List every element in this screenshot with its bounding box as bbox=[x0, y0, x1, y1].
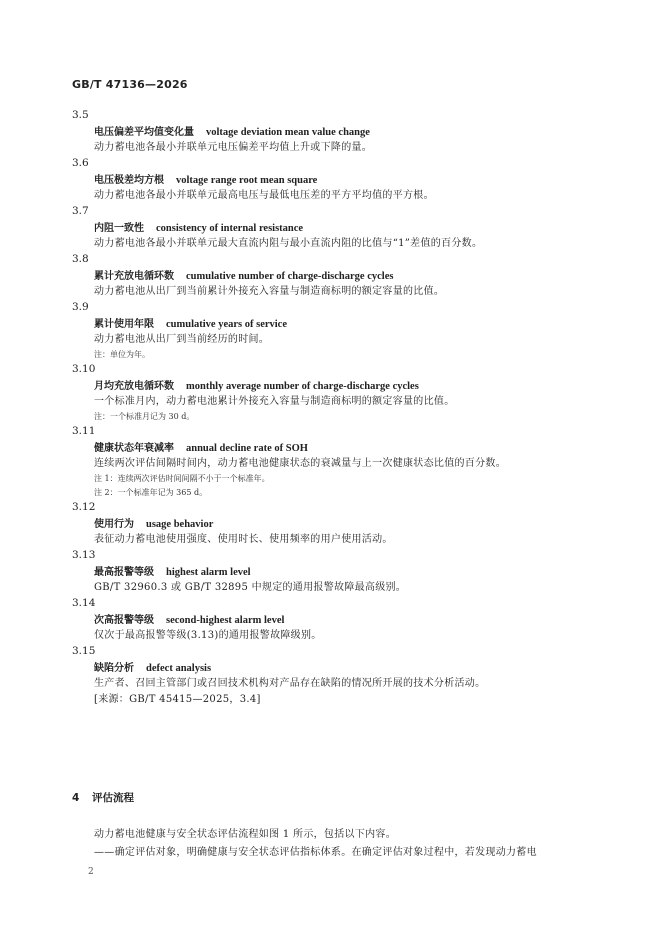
term-english: cumulative years of service bbox=[166, 319, 288, 330]
entry-number: 3.15 bbox=[72, 645, 96, 657]
entry-number: 3.7 bbox=[72, 205, 89, 217]
term-english: defect analysis bbox=[146, 663, 212, 674]
entry-number: 3.10 bbox=[72, 363, 96, 375]
term-english: voltage range root mean square bbox=[176, 175, 318, 186]
term-english: monthly average number of charge-discharge cycles bbox=[186, 381, 419, 392]
standard-code-header: GB/T 47136—2026 bbox=[72, 78, 188, 91]
section-paragraph-1: 动力蓄电池健康与安全状态评估流程如图 1 所示，包括以下内容。 bbox=[94, 829, 397, 840]
entry-number: 3.11 bbox=[72, 425, 96, 437]
term-heading bbox=[94, 317, 592, 332]
term-chinese: 最高报警等级 bbox=[94, 567, 154, 578]
section-heading bbox=[72, 790, 134, 805]
term-chinese: 健康状态年衰减率 bbox=[94, 443, 174, 454]
term-heading bbox=[94, 221, 592, 236]
entry-number: 3.6 bbox=[72, 157, 89, 169]
term-chinese: 内阻一致性 bbox=[94, 223, 144, 234]
term-chinese: 月均充放电循环数 bbox=[94, 381, 174, 392]
section-number: 4 bbox=[72, 792, 80, 804]
term-heading bbox=[94, 565, 592, 580]
term-english: usage behavior bbox=[146, 519, 214, 530]
section-paragraph-2: ——确定评估对象，明确健康与安全状态评估指标体系。在确定评估对象过程中，若发现动力蓄电 bbox=[94, 847, 537, 858]
term-definition: 表征动力蓄电池使用强度、使用时长、使用频率的用户使用活动。 bbox=[94, 534, 393, 545]
term-entry-3-14 bbox=[72, 596, 592, 644]
term-definition: 生产者、召回主管部门或召回技术机构对产品存在缺陷的情况所开展的技术分析活动。 bbox=[94, 678, 486, 689]
term-english: highest alarm level bbox=[166, 567, 251, 578]
term-definition: 一个标准月内，动力蓄电池累计外接充入容量与制造商标明的额定容量的比值。 bbox=[94, 396, 455, 407]
term-entry-3-6 bbox=[72, 156, 592, 204]
term-chinese: 使用行为 bbox=[94, 519, 134, 530]
term-heading bbox=[94, 517, 592, 532]
term-definition: GB/T 32960.3 或 GB/T 32895 中规定的通用报警故障最高级别。 bbox=[94, 582, 407, 593]
term-entry-3-13 bbox=[72, 548, 592, 596]
term-note: 注：单位为年。 bbox=[94, 350, 150, 359]
term-note: 注：一个标准月记为 30 d。 bbox=[94, 412, 195, 421]
term-heading bbox=[94, 613, 592, 628]
term-english: annual decline rate of SOH bbox=[186, 443, 308, 454]
term-heading bbox=[94, 441, 592, 456]
term-source: [来源：GB/T 45415—2025，3.4] bbox=[94, 694, 261, 705]
term-definition: 动力蓄电池各最小并联单元最大直流内阻与最小直流内阻的比值与“1”差值的百分数。 bbox=[94, 238, 483, 249]
term-heading bbox=[94, 379, 592, 394]
term-definition: 动力蓄电池从出厂到当前累计外接充入容量与制造商标明的额定容量的比值。 bbox=[94, 286, 445, 297]
term-chinese: 累计充放电循环数 bbox=[94, 271, 174, 282]
term-entry-3-12 bbox=[72, 500, 592, 548]
term-chinese: 缺陷分析 bbox=[94, 663, 134, 674]
entry-number: 3.9 bbox=[72, 301, 89, 313]
entry-number: 3.12 bbox=[72, 501, 96, 513]
entry-number: 3.13 bbox=[72, 549, 96, 561]
term-entry-3-7 bbox=[72, 204, 592, 252]
term-entry-3-9 bbox=[72, 300, 592, 362]
term-english: cumulative number of charge-discharge cycles bbox=[186, 271, 394, 282]
term-entry-3-11 bbox=[72, 424, 592, 500]
section-title: 评估流程 bbox=[92, 792, 134, 804]
terms-definitions-list bbox=[72, 108, 592, 708]
term-chinese: 电压偏差平均值变化量 bbox=[94, 127, 194, 138]
term-heading bbox=[94, 173, 592, 188]
term-entry-3-8 bbox=[72, 252, 592, 300]
term-chinese: 次高报警等级 bbox=[94, 615, 154, 626]
term-chinese: 累计使用年限 bbox=[94, 319, 154, 330]
term-definition: 动力蓄电池从出厂到当前经历的时间。 bbox=[94, 334, 270, 345]
term-heading bbox=[94, 661, 592, 676]
term-definition: 仅次于最高报警等级(3.13)的通用报警故障级别。 bbox=[94, 630, 322, 641]
term-entry-3-5 bbox=[72, 108, 592, 156]
term-definition: 动力蓄电池各最小并联单元电压偏差平均值上升或下降的量。 bbox=[94, 142, 373, 153]
term-english: voltage deviation mean value change bbox=[206, 127, 370, 138]
term-heading bbox=[94, 269, 592, 284]
entry-number: 3.5 bbox=[72, 109, 89, 121]
term-heading bbox=[94, 125, 592, 140]
entry-number: 3.14 bbox=[72, 597, 96, 609]
entry-number: 3.8 bbox=[72, 253, 89, 265]
term-note-2: 注 2：一个标准年记为 365 d。 bbox=[94, 488, 208, 497]
term-note-1: 注 1：连续两次评估时间间隔不小于一个标准年。 bbox=[94, 474, 270, 483]
term-english: consistency of internal resistance bbox=[156, 223, 304, 234]
page-number: 2 bbox=[88, 867, 94, 877]
term-english: second-highest alarm level bbox=[166, 615, 285, 626]
term-entry-3-15 bbox=[72, 644, 592, 708]
term-entry-3-10 bbox=[72, 362, 592, 424]
term-definition: 动力蓄电池各最小并联单元最高电压与最低电压差的平方平均值的平方根。 bbox=[94, 190, 434, 201]
term-chinese: 电压极差均方根 bbox=[94, 175, 164, 186]
term-definition: 连续两次评估间隔时间内，动力蓄电池健康状态的衰减量与上一次健康状态比值的百分数。 bbox=[94, 458, 506, 469]
